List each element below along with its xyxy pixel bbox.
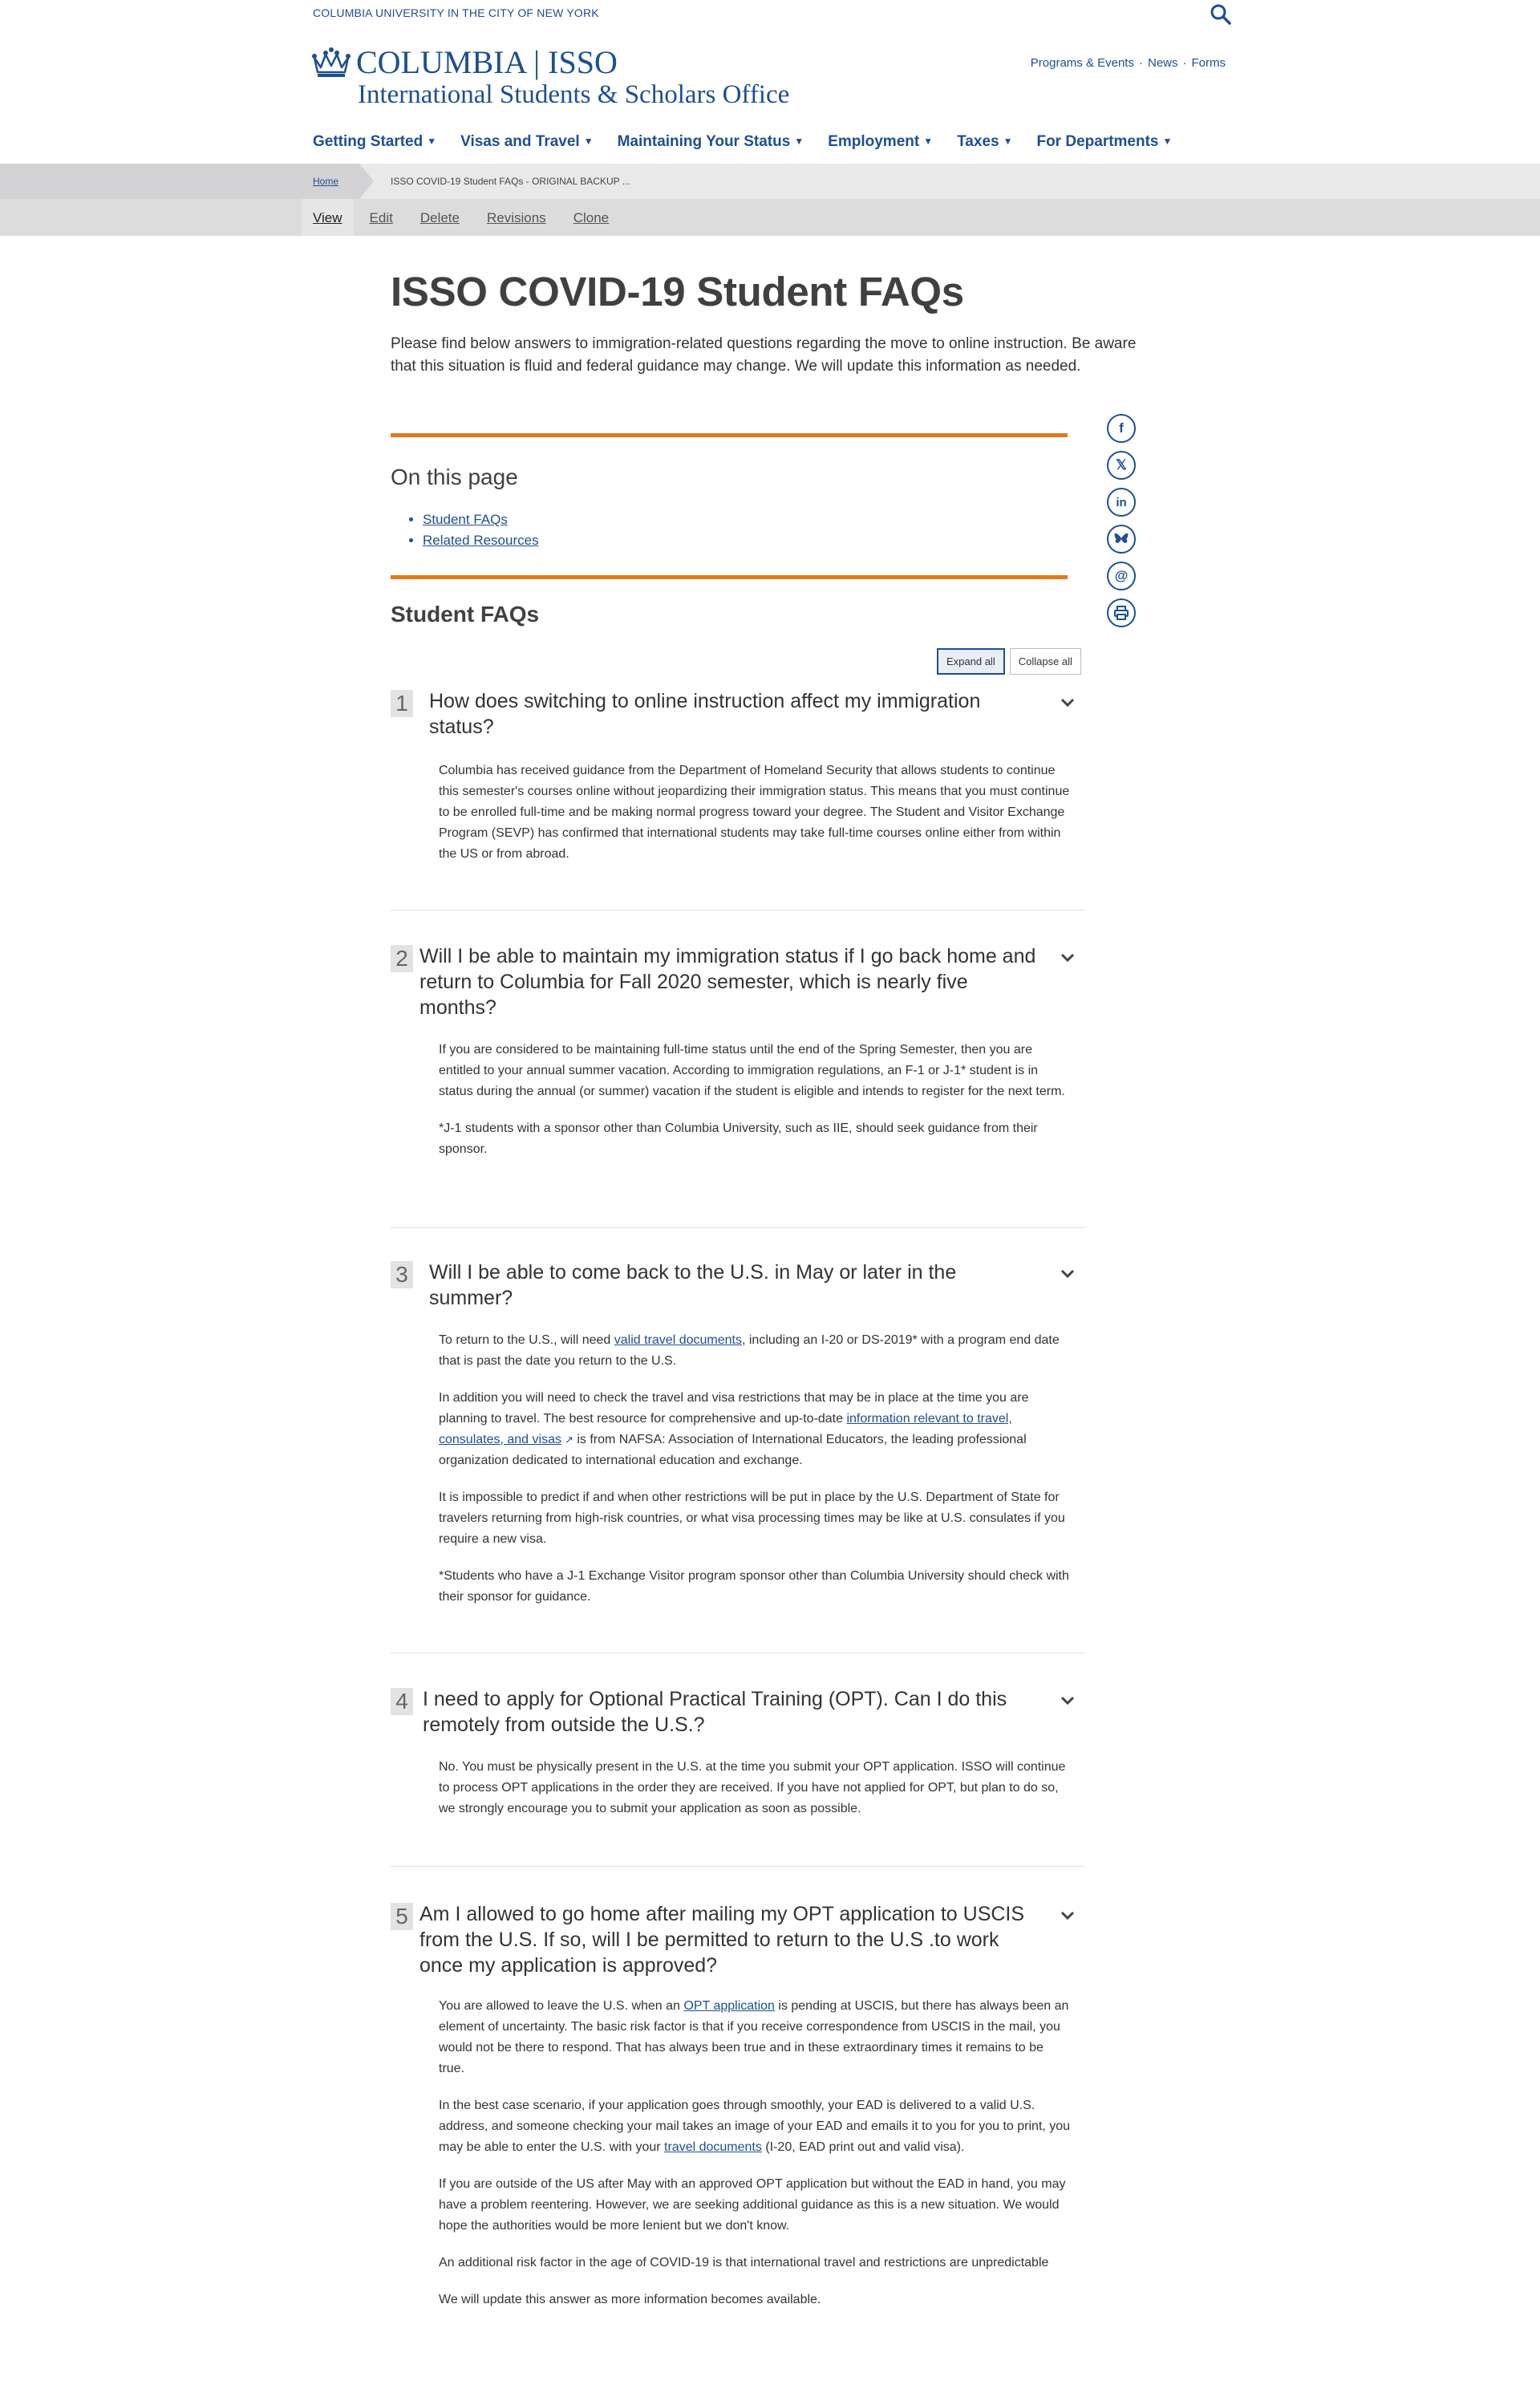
faq-item-3 — [391, 1259, 1085, 1654]
nav-item-label: Maintaining Your Status — [617, 133, 791, 150]
travel-documents-link[interactable]: travel documents — [664, 2140, 762, 2154]
answer-text: In the best case scenario, if your application goes through smoothly, your EAD is delivered to a valid U.S. address, and someone checking your mail takes an image of your EAD and emails it to you for you to print, you may be able to enter the U.S. with your — [439, 2099, 1071, 2154]
faq-answer — [439, 1996, 1072, 2326]
link-student-faqs[interactable]: Student FAQs — [423, 512, 508, 527]
nav-item-label: For Departments — [1036, 133, 1159, 150]
accordion-controls — [937, 648, 1081, 675]
university-link[interactable]: COLUMBIA UNIVERSITY IN THE CITY OF NEW YORK — [313, 6, 599, 19]
caret-down-icon: ▼ — [794, 136, 804, 147]
main-nav — [313, 133, 1172, 151]
util-link-news[interactable]: News — [1147, 56, 1178, 70]
faq-question[interactable]: I need to apply for Optional Practical Training (OPT). Can I do this remotely from outside the U.S.? — [423, 1688, 1007, 1736]
page-title: ISSO COVID-19 Student FAQs — [391, 269, 964, 314]
faq-number: 2 — [391, 945, 413, 972]
search-icon[interactable] — [1210, 3, 1232, 26]
faq-answer — [439, 1330, 1072, 1624]
admin-tabs-bar — [0, 199, 1540, 236]
crown-icon — [311, 47, 351, 79]
faq-divider — [391, 910, 1085, 911]
answer-paragraph: It is impossible to predict if and when other restrictions will be put in place by the U.S. Department of State for travelers returning from high-risk countries, or what visa processing times may be like at U.S. consulates if you require a new visa. — [439, 1491, 1065, 1546]
opt-application-link[interactable]: OPT application — [683, 1999, 775, 2013]
faq-question[interactable]: How does switching to online instruction affect my immigration status? — [429, 690, 981, 738]
tab-clone[interactable]: Clone — [573, 210, 610, 225]
faq-answer — [439, 1757, 1072, 1835]
answer-paragraph: If you are considered to be maintaining full-time status until the end of the Spring Semester, then you are entitled to your annual summer vacation. According to immigration regulations, an F-1 or J-1* student is in status during the annual (or summer) vacation if the student is eligible and intends to register for the next term. — [439, 1043, 1065, 1098]
caret-down-icon: ▼ — [923, 136, 934, 147]
util-separator: · — [1138, 56, 1143, 70]
faq-question[interactable]: Will I be able to maintain my immigration status if I go back home and return to Columbia for Fall 2020 semester, which is nearly five months? — [419, 945, 1036, 1019]
nav-item-label: Taxes — [957, 133, 999, 150]
nav-item-maintaining-status[interactable] — [618, 133, 804, 151]
linkedin-icon[interactable]: in — [1107, 488, 1136, 517]
nav-item-label: Visas and Travel — [460, 133, 580, 150]
faq-answer — [439, 1040, 1072, 1176]
bluesky-icon[interactable] — [1107, 525, 1136, 554]
faq-number: 1 — [391, 690, 413, 717]
answer-paragraph: No. You must be physically present in the U.S. at the time you submit your OPT application. ISSO will continue to process OPT applications in the order they are received. If you have not applied for OPT, but plan to do so, we strongly encourage you to submit your application as soon as possible. — [439, 1760, 1066, 1815]
threads-icon[interactable]: @ — [1107, 562, 1136, 590]
faq-question[interactable]: Will I be able to come back to the U.S. in May or later in the summer? — [429, 1261, 957, 1309]
on-this-page-box — [391, 433, 1068, 579]
answer-text: (I-20, EAD print out and valid visa). — [761, 2140, 965, 2154]
share-icons — [1107, 414, 1136, 635]
faq-item-4 — [391, 1686, 1085, 1868]
on-this-page-title: On this page — [391, 464, 518, 489]
faq-divider — [391, 1227, 1085, 1228]
chevron-down-icon[interactable] — [1058, 1264, 1077, 1284]
nav-item-taxes[interactable] — [957, 133, 1012, 151]
chevron-down-icon[interactable] — [1058, 948, 1077, 967]
faq-item-2 — [391, 943, 1085, 1229]
valid-travel-documents-link[interactable]: valid travel documents — [614, 1333, 742, 1347]
answer-paragraph — [439, 1330, 1072, 1372]
util-separator: · — [1182, 56, 1187, 70]
faq-answer — [439, 761, 1072, 881]
print-icon[interactable] — [1107, 598, 1136, 627]
link-related-resources[interactable]: Related Resources — [423, 533, 539, 548]
main-content — [391, 241, 1137, 378]
faq-question[interactable]: Am I allowed to go home after mailing my OPT application to USCIS from the U.S. If so, will I be permitted to return to the U.S .to work once my application is approved? — [419, 1903, 1025, 1977]
answer-paragraph: *Students who have a J-1 Exchange Visitor program sponsor other than Columbia University should check with their sponsor for guidance. — [439, 1569, 1069, 1604]
isso-logo[interactable] — [311, 43, 833, 116]
x-icon[interactable]: 𝕏 — [1107, 451, 1136, 480]
printer-shape — [1113, 606, 1129, 620]
breadcrumb-home-link[interactable]: Home — [313, 176, 339, 187]
answer-text: You are allowed to leave the U.S. when an — [439, 1999, 684, 2013]
faq-item-1 — [391, 688, 1085, 910]
breadcrumb — [0, 164, 1540, 199]
caret-down-icon: ▼ — [583, 136, 594, 147]
collapse-all-button[interactable]: Collapse all — [1010, 648, 1081, 675]
util-link-programs-events[interactable]: Programs & Events — [1030, 56, 1134, 70]
answer-paragraph — [439, 1996, 1072, 2079]
facebook-icon[interactable]: f — [1107, 414, 1136, 443]
faq-number: 4 — [391, 1688, 413, 1715]
tab-edit[interactable]: Edit — [369, 210, 393, 225]
caret-down-icon: ▼ — [1162, 136, 1173, 147]
answer-paragraph — [439, 2095, 1072, 2158]
tab-revisions[interactable]: Revisions — [486, 210, 546, 225]
chevron-down-icon[interactable] — [1058, 1906, 1077, 1925]
external-link-icon: ↗ — [564, 1434, 573, 1446]
faq-item-5 — [391, 1901, 1085, 2381]
nav-item-label: Employment — [828, 133, 920, 150]
butterfly-shape — [1113, 532, 1129, 546]
answer-text: is from NAFSA: Association of International Educators, the leading professional organization dedicated to international education and exchange. — [439, 1433, 1027, 1467]
breadcrumb-home-bg — [0, 164, 359, 199]
on-this-page-list — [423, 509, 1068, 551]
answer-text: is pending at USCIS, but there has always been an element of uncertainty. The basic risk factor is that if you receive correspondence from USCIS in the mail, you would not be there to respond. That has always been true and in these extraordinary times it remains to be true. — [439, 1999, 1069, 2075]
chevron-down-icon[interactable] — [1058, 1691, 1077, 1710]
nav-item-label: Getting Started — [313, 133, 424, 150]
answer-text: , including an I-20 or DS-2019* with a program end date that is past the date you return to the U.S. — [439, 1333, 1060, 1368]
faq-number: 3 — [391, 1261, 413, 1288]
chevron-down-icon[interactable] — [1058, 693, 1077, 712]
nav-item-employment[interactable] — [828, 133, 933, 151]
logo-subtitle: International Students & Scholars Office — [358, 80, 790, 109]
answer-paragraph: If you are outside of the US after May with an approved OPT application but without the EAD in hand, you may have a problem reentering. However, we are seeking additional guidance as this is a new situation. We would hope the authorities would be more lenient but we don't know. — [439, 2177, 1066, 2233]
answer-text: In addition you will need to check the travel and visa restrictions that may be in place at the time you are planning to travel. The best resource for comprehensive and up-to-date — [439, 1391, 1029, 1426]
student-faqs-heading: Student FAQs — [391, 602, 540, 627]
breadcrumb-current: ISSO COVID-19 Student FAQs - ORIGINAL BACKUP ... — [391, 176, 630, 187]
nafsa-travel-link[interactable]: information relevant to travel, consulates, and visas — [439, 1412, 1012, 1446]
list-item — [423, 509, 1068, 530]
answer-paragraph: *J-1 students with a sponsor other than Columbia University, such as IIE, should seek guidance from their sponsor. — [439, 1122, 1038, 1156]
tab-view[interactable]: View — [302, 199, 354, 236]
nav-item-for-departments[interactable] — [1036, 133, 1172, 151]
nav-item-visas-travel[interactable] — [460, 133, 593, 151]
caret-down-icon: ▼ — [1003, 136, 1013, 147]
logo-title: COLUMBIA | ISSO — [356, 44, 618, 80]
utility-nav — [1031, 56, 1226, 70]
tab-delete[interactable]: Delete — [419, 210, 460, 225]
answer-paragraph: We will update this answer as more information becomes available. — [439, 2293, 821, 2306]
intro-text: Please find below answers to immigration-related questions regarding the move to online instruction. Be aware that this situation is fluid and federal guidance may change. We will update this information as needed. — [391, 335, 1137, 375]
answer-paragraph — [439, 1388, 1072, 1471]
faq-number: 5 — [391, 1903, 413, 1930]
caret-down-icon: ▼ — [427, 136, 437, 147]
faq-divider — [391, 1866, 1085, 1867]
answer-text: To return to the U.S., will need — [439, 1333, 614, 1347]
answer-paragraph: An additional risk factor in the age of COVID-19 is that international travel and restrictions are unpredictable — [439, 2256, 1049, 2269]
expand-all-button[interactable]: Expand all — [937, 648, 1005, 675]
breadcrumb-arrow — [359, 164, 374, 199]
answer-paragraph: Columbia has received guidance from the Department of Homeland Security that allows students to continue this semester's courses online without jeopardizing their immigration status. This means that you must continue to be enrolled full-time and be making normal progress toward your degree. The Student and Visitor Exchange Program (SEVP) has confirmed that international students may take full-time courses online either from within the US or from abroad. — [439, 764, 1070, 861]
list-item — [423, 530, 1068, 551]
util-link-forms[interactable]: Forms — [1191, 56, 1226, 70]
top-strip — [0, 0, 1540, 32]
nav-item-getting-started[interactable] — [313, 133, 436, 151]
